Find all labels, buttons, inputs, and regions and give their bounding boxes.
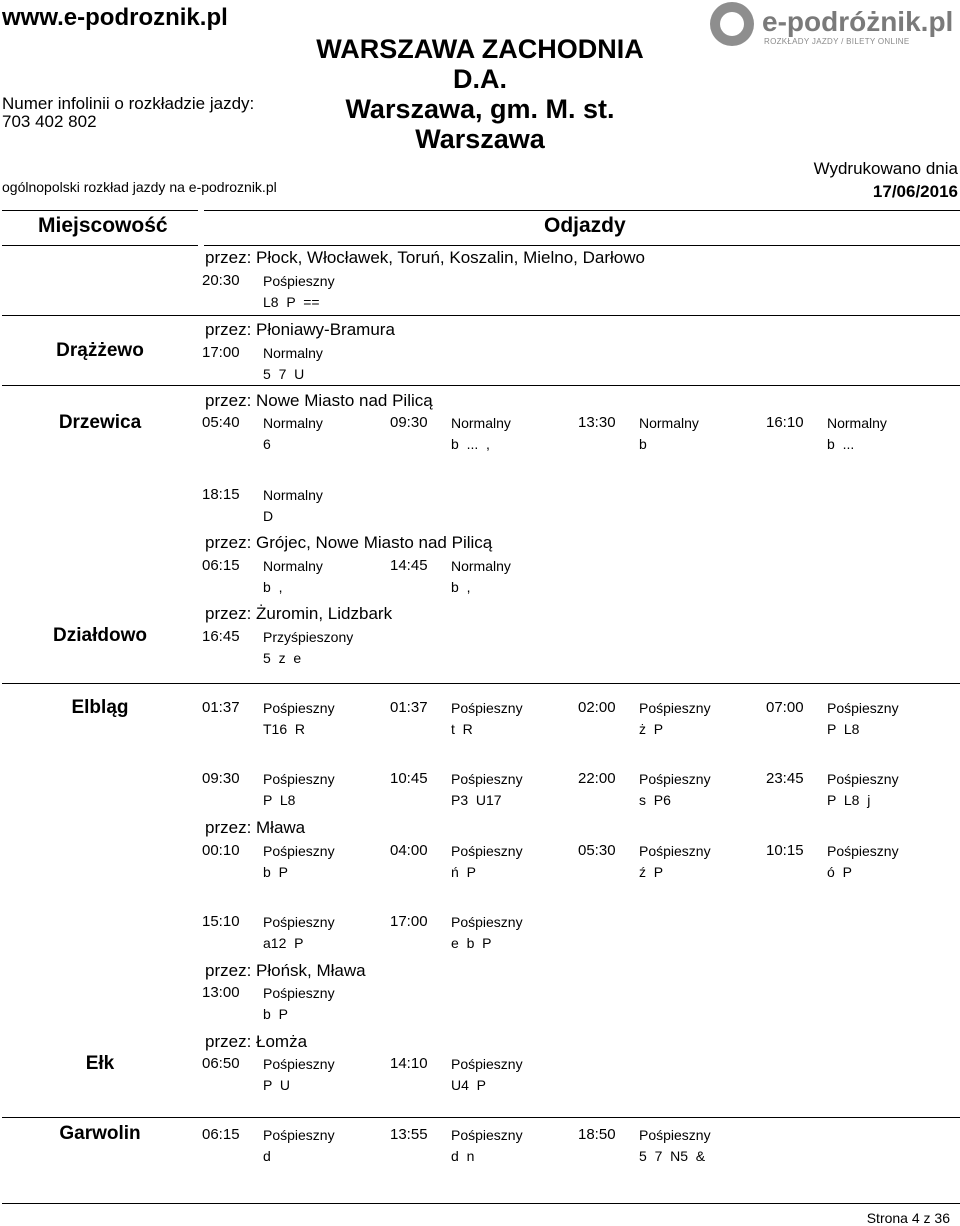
column-header-city (2, 210, 198, 246)
departure-time: 16:10 (766, 414, 804, 431)
departure-notes: P L8 (827, 721, 860, 737)
train-type: Normalny (451, 415, 511, 431)
departure-notes: b P (263, 1006, 288, 1022)
logo-text: e-podróżnik.pl (762, 6, 954, 37)
departure-notes: b ... (827, 436, 855, 452)
station-title-1: WARSZAWA ZACHODNIA (316, 34, 644, 64)
row-separator (2, 1117, 960, 1118)
departure-time: 07:00 (766, 699, 804, 716)
city-dzialdowo: Działdowo (53, 625, 147, 646)
departure-notes: 6 (263, 436, 271, 452)
train-type: Pośpieszny (827, 771, 899, 787)
train-type: Pośpieszny (451, 914, 523, 930)
train-type: Pośpieszny (639, 1127, 711, 1143)
train-type: Normalny (263, 415, 323, 431)
departure-notes: b (639, 436, 647, 452)
train-type: Normalny (451, 558, 511, 574)
departure-notes: ó P (827, 864, 852, 880)
via-route: przez: Łomża (205, 1032, 308, 1051)
departure-time: 10:15 (766, 842, 804, 859)
departure-time: 02:00 (578, 699, 616, 716)
departure-time: 15:10 (202, 913, 240, 930)
row-separator (2, 683, 960, 684)
train-type: Pośpieszny (263, 771, 335, 787)
departure-notes: d n (451, 1148, 475, 1164)
train-type: Przyśpieszony (263, 629, 354, 645)
departure-time: 09:30 (202, 770, 240, 787)
departure-notes: P L8 j (827, 792, 871, 808)
departure-notes: e b P (451, 935, 492, 951)
page-number: Strona 4 z 36 (866, 1210, 950, 1226)
via-route: przez: Nowe Miasto nad Pilicą (205, 391, 433, 410)
departure-notes: d (263, 1148, 271, 1164)
train-type: Pośpieszny (827, 843, 899, 859)
departure-time: 05:40 (202, 414, 240, 431)
departure-notes: T16 R (263, 721, 306, 737)
train-type: Pośpieszny (263, 700, 335, 716)
via-route: przez: Grójec, Nowe Miasto nad Pilicą (205, 533, 493, 552)
via-route: przez: Płoniawy-Bramura (205, 320, 395, 339)
departure-time: 14:45 (390, 557, 428, 574)
via-route: przez: Płock, Włocławek, Toruń, Koszalin, Mielno, Darłowo (205, 248, 645, 267)
printed-label: Wydrukowano dnia (813, 159, 958, 178)
departure-time: 04:00 (390, 842, 428, 859)
train-type: Normalny (263, 558, 323, 574)
departure-notes: D (263, 508, 274, 524)
departure-time: 10:45 (390, 770, 428, 787)
train-type: Pośpieszny (263, 843, 335, 859)
train-type: Pośpieszny (827, 700, 899, 716)
departure-time: 16:45 (202, 628, 240, 645)
departure-time: 13:00 (202, 984, 240, 1001)
departure-time: 09:30 (390, 414, 428, 431)
city-drzewica: Drzewica (58, 412, 142, 433)
station-title-2: D.A. (453, 64, 507, 94)
departure-notes: a12 P (263, 935, 304, 951)
departure-notes: 5 z e (263, 650, 302, 666)
departure-notes: 5 7 N5 & (639, 1148, 706, 1164)
train-type: Pośpieszny (451, 1056, 523, 1072)
departure-notes: b ... , (451, 436, 490, 452)
station-title-4: Warszawa (415, 124, 545, 154)
departure-notes: ń P (451, 864, 476, 880)
city-elk: Ełk (85, 1053, 115, 1074)
departure-notes: s P6 (639, 792, 671, 808)
departure-time: 06:15 (202, 1126, 240, 1143)
train-type: Pośpieszny (263, 985, 335, 1001)
departure-time: 06:15 (202, 557, 240, 574)
train-type: Pośpieszny (263, 914, 335, 930)
departure-time: 01:37 (390, 699, 428, 716)
city-drazzewo: Drążżewo (56, 340, 144, 361)
departures-header-label: Odjazdy (544, 214, 626, 237)
city-garwolin: Garwolin (59, 1123, 141, 1144)
train-type: Normalny (263, 487, 323, 503)
train-type: Normalny (827, 415, 887, 431)
departure-time: 13:55 (390, 1126, 428, 1143)
departure-time: 00:10 (202, 842, 240, 859)
departure-notes: b , (451, 579, 471, 595)
row-separator (2, 1203, 960, 1204)
train-type: Pośpieszny (451, 771, 523, 787)
departure-notes: P L8 (263, 792, 296, 808)
departure-time: 18:15 (202, 486, 240, 503)
train-type: Pośpieszny (263, 1127, 335, 1143)
departure-time: 17:00 (202, 344, 240, 361)
column-header-departures (204, 210, 960, 246)
departure-time: 22:00 (578, 770, 616, 787)
departure-time: 17:00 (390, 913, 428, 930)
via-route: przez: Żuromin, Lidzbark (205, 604, 393, 623)
via-route: przez: Mława (205, 818, 306, 837)
train-type: Pośpieszny (639, 700, 711, 716)
city-header-label: Miejscowość (38, 214, 168, 237)
station-title-3: Warszawa, gm. M. st. (345, 94, 615, 124)
train-type: Pośpieszny (639, 771, 711, 787)
train-type: Pośpieszny (639, 843, 711, 859)
departure-time: 18:50 (578, 1126, 616, 1143)
departure-time: 20:30 (202, 272, 240, 289)
departure-notes: b , (263, 579, 283, 595)
departure-time: 05:30 (578, 842, 616, 859)
departure-notes: P U (263, 1077, 290, 1093)
row-separator (2, 385, 960, 386)
departure-time: 13:30 (578, 414, 616, 431)
train-type: Normalny (263, 345, 323, 361)
site-url[interactable]: www.e-podroznik.pl (2, 4, 228, 31)
departure-notes: 5 7 U (263, 366, 305, 382)
departure-notes: L8 P == (263, 294, 320, 310)
row-separator (2, 315, 960, 316)
train-type: Pośpieszny (451, 843, 523, 859)
via-route: przez: Płońsk, Mława (205, 961, 366, 980)
logo-e-icon (710, 2, 754, 46)
infoline-label: Numer infolinii o rozkładzie jazdy: (2, 94, 255, 113)
infoline-number: 703 402 802 (2, 112, 97, 131)
e-podroznik-logo (710, 2, 960, 48)
train-type: Pośpieszny (451, 700, 523, 716)
departure-notes: b P (263, 864, 288, 880)
departure-notes: ź P (639, 864, 664, 880)
train-type: Pośpieszny (263, 273, 335, 289)
departure-notes: t R (451, 721, 473, 737)
departure-time: 23:45 (766, 770, 804, 787)
train-type: Pośpieszny (451, 1127, 523, 1143)
train-type: Normalny (639, 415, 699, 431)
departure-notes: ż P (639, 721, 664, 737)
departure-notes: U4 P (451, 1077, 487, 1093)
departure-notes: P3 U17 (451, 792, 502, 808)
general-timetable-note: ogólnopolski rozkład jazdy na e-podroznik.pl (2, 179, 277, 195)
city-elblag: Elbląg (71, 697, 129, 718)
departure-time: 14:10 (390, 1055, 428, 1072)
train-type: Pośpieszny (263, 1056, 335, 1072)
departure-time: 01:37 (202, 699, 240, 716)
departure-time: 06:50 (202, 1055, 240, 1072)
printed-date: 17/06/2016 (872, 182, 958, 201)
logo-subtitle: ROZKŁADY JAZDY / BILETY ONLINE (764, 37, 910, 46)
